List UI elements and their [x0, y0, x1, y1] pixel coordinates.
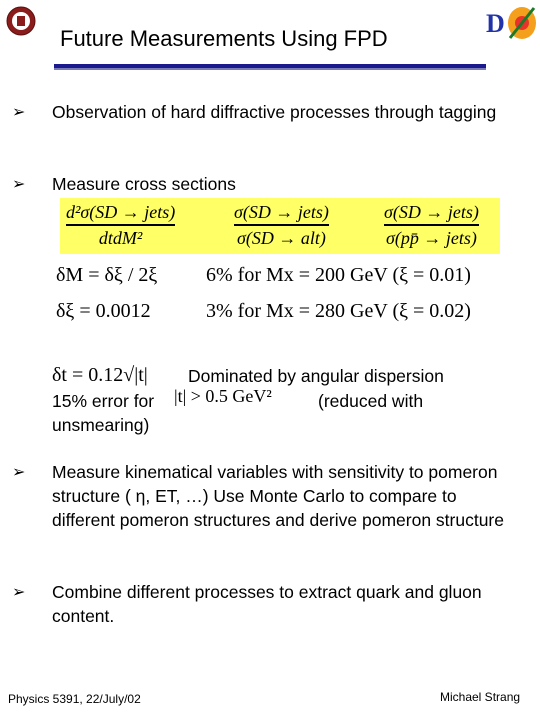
- formula-t-resolution: δt = 0.12√|t|: [52, 364, 148, 386]
- formula-mass-resolution: δM = δξ / 2ξ: [56, 264, 158, 286]
- footer-course-date: Physics 5391, 22/July/02: [8, 692, 141, 706]
- bullet-combine-processes: Combine different processes to extract quark and gluon content.: [52, 582, 482, 626]
- d0-experiment-logo-icon: [480, 2, 540, 44]
- bullet-arrow-icon: ➢: [12, 102, 26, 121]
- t-error-label: 15% error for: [52, 391, 155, 411]
- t-error-note: (reduced with: [318, 391, 424, 411]
- slide-title: Future Measurements Using FPD: [60, 26, 388, 51]
- footer-author: Michael Strang: [440, 690, 521, 704]
- t-error-note-cont: unsmearing): [52, 415, 150, 435]
- t-resolution-note: Dominated by angular dispersion: [188, 366, 444, 386]
- svg-text:D: D: [486, 9, 505, 38]
- bullet-arrow-icon: ➢: [12, 174, 26, 193]
- bullet-cross-sections: Measure cross sections: [52, 174, 236, 194]
- bullet-arrow-icon: ➢: [12, 462, 26, 481]
- resolution-280gev: 3% for Mx = 280 GeV (ξ = 0.02): [206, 300, 471, 322]
- formula-diff-cross-section: d²σ(SD → jets) dtdM²: [66, 202, 176, 248]
- title-underline: [54, 64, 486, 68]
- formula-ratio-inclusive: σ(SD → jets) σ(pp̄ → jets): [384, 202, 479, 248]
- bullet-hard-diffractive: Observation of hard diffractive processes through tagging: [52, 102, 497, 122]
- bullet-arrow-icon: ➢: [12, 582, 26, 601]
- formula-ratio-alt: σ(SD → jets) σ(SD → alt): [234, 202, 329, 248]
- formula-xi-resolution: δξ = 0.0012: [56, 300, 151, 322]
- resolution-200gev: 6% for Mx = 200 GeV (ξ = 0.01): [206, 264, 471, 286]
- bullet-kinematical-variables: Measure kinematical variables with sensitivity to pomeron structure ( η, ET, …) Use Monte Carlo to compare to different pomeron structures and derive pomeron structure: [52, 462, 504, 530]
- formula-t-threshold: |t| > 0.5 GeV²: [174, 386, 272, 406]
- university-seal-icon: [6, 6, 36, 36]
